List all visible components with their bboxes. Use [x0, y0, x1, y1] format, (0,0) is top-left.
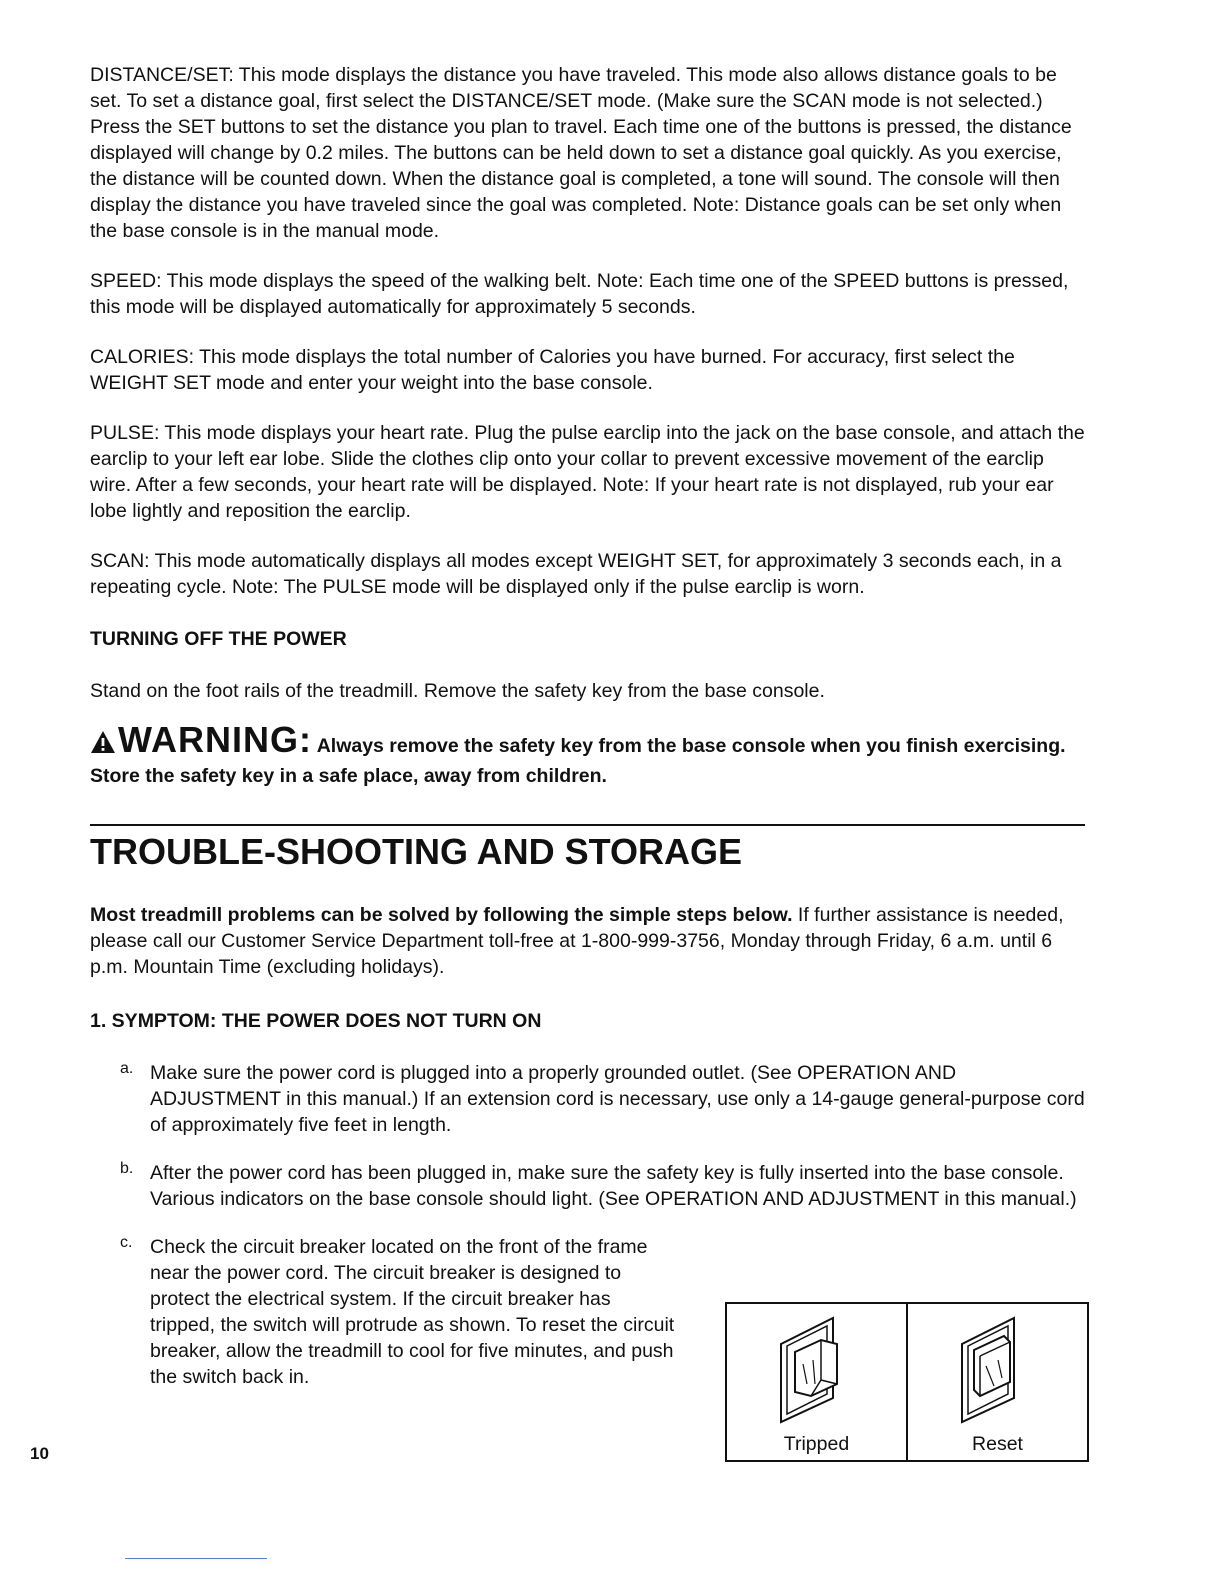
warning-triangle-icon [90, 730, 116, 762]
intro-bold: Most treadmill problems can be solved by following the simple steps below. [90, 904, 793, 926]
mode-calories: CALORIES: This mode displays the total number of Calories you have burned. For accuracy, first select the WEIGHT SET mode and enter your weight into the base console. [90, 346, 1015, 394]
step-text: After the power cord has been plugged in, make sure the safety key is fully inserted into the base console. Various indicators on the base console should light. (See OPERATION AND ADJUSTMENT in this manual.) [150, 1162, 1077, 1210]
circuit-breaker-figure [725, 1302, 1089, 1462]
symptom-heading: 1. SYMPTOM: THE POWER DOES NOT TURN ON [90, 1010, 542, 1032]
figure-cell-reset [906, 1304, 1087, 1460]
figure-cell-tripped [727, 1304, 906, 1460]
step-text: Make sure the power cord is plugged into a properly grounded outlet. (See OPERATION AND ADJUSTMENT in this manual.) If an extension cord is necessary, use only a 14-gauge general-purpose cord of approximately five feet in length. [150, 1062, 1085, 1136]
bottom-edge-line [125, 1558, 267, 1559]
step-a [120, 1060, 1090, 1138]
tripped-switch-icon [777, 1314, 857, 1424]
power-off-heading: TURNING OFF THE POWER [90, 628, 347, 650]
page-number: 10 [30, 1444, 49, 1463]
mode-distance-set: DISTANCE/SET: This mode displays the distance you have traveled. This mode also allows distance goals to be set. To set a distance goal, first select the DISTANCE/SET mode. (Make sure the SCAN mode is not selected.) Press the SET buttons to set the distance you plan to travel. Each time one of the buttons is pressed, the distance displayed will change by 0.2 miles. The buttons can be held down to set a distance goal quickly. As you exercise, the distance will be counted down. When the distance goal is completed, a tone will sound. The console will then display the distance you have traveled since the goal was completed. Note: Distance goals can be set only when the base console is in the manual mode. [90, 64, 1072, 242]
caption-tripped: Tripped [783, 1433, 850, 1455]
warning-label: WARNING: [118, 719, 312, 760]
reset-switch-icon [958, 1314, 1038, 1424]
mode-pulse: PULSE: This mode displays your heart rate. Plug the pulse earclip into the jack on the base console, and attach the earclip to your left ear lobe. Slide the clothes clip onto your collar to prevent excessive movement of the earclip wire. After a few seconds, your heart rate will be displayed. Note: If your heart rate is not displayed, rub your ear lobe lightly and reposition the earclip. [90, 422, 1085, 522]
troubleshooting-intro [90, 902, 1090, 980]
step-c [120, 1234, 675, 1390]
step-letter: a. [120, 1060, 134, 1077]
step-letter: b. [120, 1160, 134, 1177]
mode-scan: SCAN: This mode automatically displays all modes except WEIGHT SET, for approximately 3 seconds each, in a repeating cycle. Note: The PULSE mode will be displayed only if the pulse earclip is worn. [90, 550, 1062, 598]
warning-text: Always remove the safety key from the base console when you finish exercising. Store the safety key in a safe place, away from children. [90, 735, 1066, 787]
power-off-text: Stand on the foot rails of the treadmill. Remove the safety key from the base console. [90, 680, 825, 702]
step-b [120, 1160, 1090, 1212]
step-letter: c. [120, 1234, 133, 1251]
caption-reset: Reset [972, 1433, 1023, 1455]
intro-rest: If further assistance is needed, please call our Customer Service Department toll-free at 1-800-999-3756, Monday through Friday, 6 a.m. until 6 p.m. Mountain Time (excluding holidays). [90, 904, 1064, 978]
warning-notice [90, 719, 1090, 790]
mode-speed: SPEED: This mode displays the speed of the walking belt. Note: Each time one of the SPEED buttons is pressed, this mode will be displayed automatically for approximately 5 seconds. [90, 270, 1069, 318]
section-divider [90, 824, 1085, 826]
page-content [90, 62, 1090, 1412]
step-text: Check the circuit breaker located on the front of the frame near the power cord. The circuit breaker is designed to protect the electrical system. If the circuit breaker has tripped, the switch will protrude as shown. To reset the circuit breaker, allow the treadmill to cool for five minutes, and push the switch back in. [150, 1236, 675, 1388]
section-title: TROUBLE-SHOOTING AND STORAGE [90, 831, 743, 872]
